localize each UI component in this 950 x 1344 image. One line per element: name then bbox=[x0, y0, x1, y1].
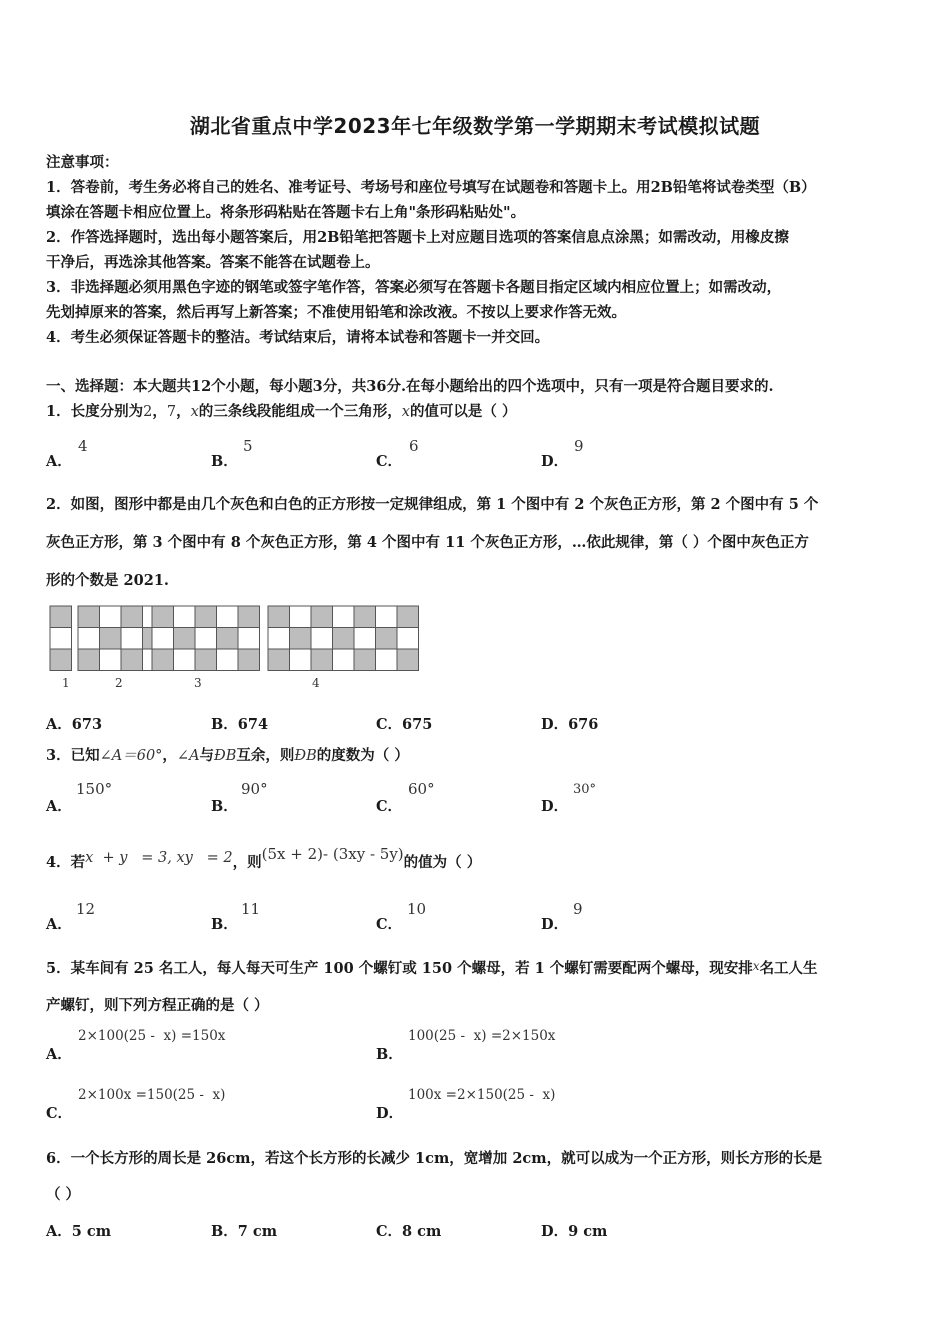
gray-square bbox=[121, 606, 143, 628]
q3-option-c-value: 60° bbox=[408, 780, 435, 798]
question-2-stem-line: 2．如图，图形中都是由几个灰色和白色的正方形按一定规律组成，第 1 个图中有 2 个灰色正方形，第 2 个图中有 5 个 bbox=[46, 496, 819, 513]
q4-option-d-label: D． bbox=[541, 916, 569, 933]
q2-option-b: B．674 bbox=[211, 716, 269, 733]
gray-square bbox=[354, 606, 376, 628]
q2-option-a: A．673 bbox=[46, 716, 103, 733]
white-square bbox=[152, 628, 174, 650]
question-5-stem-line: 5．某车间有 25 名工人，每人每天可生产 100 个螺钉或 150 个螺母，若 1 个螺钉需要配两个螺母，现安排$^x$名工人生 bbox=[46, 959, 818, 977]
notice-line: 2．作答选择题时，选出每小题答案后，用2B铅笔把答题卡上对应题目选项的答案信息点涂黑；如需改动，用橡皮擦 bbox=[46, 229, 789, 246]
gray-square bbox=[238, 606, 260, 628]
figure-label-2: 2 bbox=[115, 676, 123, 690]
gray-square bbox=[121, 649, 143, 671]
q4-option-a-value: 12 bbox=[76, 900, 96, 918]
question-2-stem-line: 灰色正方形，第 3 个图中有 8 个灰色正方形，第 4 个图中有 11 个灰色正方形，…依此规律，第（ ）个图中灰色正方 bbox=[46, 534, 809, 551]
gray-square bbox=[78, 606, 100, 628]
gray-square bbox=[397, 606, 419, 628]
q6-option-d: D．9 cm bbox=[541, 1223, 608, 1240]
gray-square bbox=[50, 649, 72, 671]
q3-option-c-label: C． bbox=[376, 798, 403, 815]
q2-pattern-figure bbox=[44, 602, 434, 694]
figure-label-4: 4 bbox=[312, 676, 320, 690]
question-6-stem-line: （ ） bbox=[46, 1186, 81, 1203]
question-3-stem: 3．已知∠A＝60°，∠A与ÐB互余，则ÐB的度数为（ ） bbox=[46, 747, 409, 764]
white-square bbox=[311, 628, 333, 650]
white-square bbox=[290, 649, 312, 671]
white-square bbox=[174, 649, 196, 671]
q2-option-c: C．675 bbox=[376, 716, 433, 733]
q6-option-a: A．5 cm bbox=[46, 1223, 112, 1240]
q1-option-a-label: A． bbox=[46, 453, 72, 470]
white-square bbox=[290, 606, 312, 628]
notice-line: 1．答卷前，考生务必将自己的姓名、准考证号、考场号和座位号填写在试题卷和答题卡上。用2B铅笔将试卷类型（B） bbox=[46, 179, 816, 196]
q3-option-d-label: D． bbox=[541, 798, 569, 815]
question-6-stem-line: 6．一个长方形的周长是 26cm，若这个长方形的长减少 1cm，宽增加 2cm，就可以成为一个正方形，则长方形的长是 bbox=[46, 1150, 823, 1167]
gray-square bbox=[376, 628, 398, 650]
notice-line: 3．非选择题必须用黑色字迹的钢笔或签字笔作答，答案必须写在答题卡各题目指定区域内相应位置上；如需改动， bbox=[46, 279, 782, 296]
gray-square bbox=[397, 649, 419, 671]
q5-option-c-label: C． bbox=[46, 1105, 73, 1122]
pattern-figure-4 bbox=[268, 606, 419, 671]
white-square bbox=[238, 628, 260, 650]
notice-line: 4．考生必须保证答题卡的整洁。考试结束后，请将本试卷和答题卡一并交回。 bbox=[46, 329, 550, 346]
q5-option-b-label: B． bbox=[376, 1046, 403, 1063]
q1-option-c-label: C． bbox=[376, 453, 403, 470]
white-square bbox=[397, 628, 419, 650]
white-square bbox=[100, 606, 122, 628]
white-square bbox=[376, 606, 398, 628]
section-heading: 一、选择题：本大题共12个小题，每小题3分，共36分.在每小题给出的四个选项中，只有一项是符合题目要求的. bbox=[46, 378, 774, 395]
white-square bbox=[333, 649, 355, 671]
q5-option-a-label: A． bbox=[46, 1046, 72, 1063]
q4-option-b-value: 11 bbox=[241, 900, 261, 918]
q1-option-b-value: 5 bbox=[243, 437, 253, 455]
q3-option-b-value: 90° bbox=[241, 780, 268, 798]
gray-square bbox=[268, 649, 290, 671]
gray-square bbox=[195, 606, 217, 628]
question-1-stem: 1．长度分别为2，7，x的三条线段能组成一个三角形，x的值可以是（ ） bbox=[46, 403, 517, 420]
q2-option-d: D．676 bbox=[541, 716, 599, 733]
figure-label-3: 3 bbox=[194, 676, 202, 690]
q3-option-d-value: 30° bbox=[573, 782, 597, 797]
white-square bbox=[217, 649, 239, 671]
gray-square bbox=[152, 649, 174, 671]
white-square bbox=[376, 649, 398, 671]
pattern-figure-1 bbox=[50, 606, 72, 671]
q5-option-d-equation: 100x =2×150(25 - x) bbox=[408, 1087, 556, 1103]
gray-square bbox=[311, 649, 333, 671]
gray-square bbox=[50, 606, 72, 628]
white-square bbox=[121, 628, 143, 650]
white-square bbox=[217, 606, 239, 628]
gray-square bbox=[290, 628, 312, 650]
gray-square bbox=[354, 649, 376, 671]
exam-title: 湖北省重点中学2023年七年级数学第一学期期末考试模拟试题 bbox=[189, 114, 761, 138]
pattern-figure-3 bbox=[152, 606, 260, 671]
notice-line: 填涂在答题卡相应位置上。将条形码粘贴在答题卡右上角"条形码粘贴处"。 bbox=[46, 204, 526, 221]
q4-option-c-value: 10 bbox=[407, 900, 427, 918]
gray-square bbox=[100, 628, 122, 650]
gray-square bbox=[217, 628, 239, 650]
gray-square bbox=[195, 649, 217, 671]
question-2-stem-line: 形的个数是 2021. bbox=[46, 572, 169, 589]
white-square bbox=[78, 628, 100, 650]
notice-heading: 注意事项： bbox=[46, 154, 119, 171]
q6-option-b: B．7 cm bbox=[211, 1223, 278, 1240]
q4-option-d-value: 9 bbox=[573, 900, 583, 918]
q5-option-b-equation: 100(25 - x) =2×150x bbox=[408, 1028, 556, 1044]
figure-label-1: 1 bbox=[62, 676, 70, 690]
gray-square bbox=[174, 628, 196, 650]
gray-square bbox=[152, 606, 174, 628]
pattern-figure-2 bbox=[78, 606, 164, 671]
q5-option-c-equation: 2×100x =150(25 - x) bbox=[78, 1087, 226, 1103]
q4-option-b-label: B． bbox=[211, 916, 238, 933]
white-square bbox=[195, 628, 217, 650]
q1-option-d-label: D． bbox=[541, 453, 569, 470]
q1-option-a-value: 4 bbox=[78, 437, 88, 455]
white-square bbox=[100, 649, 122, 671]
gray-square bbox=[311, 606, 333, 628]
notice-line: 先划掉原来的答案，然后再写上新答案；不准使用铅笔和涂改液。不按以上要求作答无效。 bbox=[46, 304, 626, 321]
gray-square bbox=[78, 649, 100, 671]
q4-option-a-label: A． bbox=[46, 916, 72, 933]
q3-option-a-value: 150° bbox=[76, 780, 113, 798]
q1-option-b-label: B． bbox=[211, 453, 238, 470]
gray-square bbox=[238, 649, 260, 671]
white-square bbox=[174, 606, 196, 628]
q3-option-b-label: B． bbox=[211, 798, 238, 815]
white-square bbox=[354, 628, 376, 650]
q1-option-c-value: 6 bbox=[409, 437, 419, 455]
notice-line: 干净后，再选涂其他答案。答案不能答在试题卷上。 bbox=[46, 254, 380, 271]
gray-square bbox=[333, 628, 355, 650]
q1-option-d-value: 9 bbox=[574, 437, 584, 455]
white-square bbox=[50, 628, 72, 650]
question-4-stem: 4．若x + y = 3, xy = 2，则(5x + 2)- (3xy - 5y)的值为（ ） bbox=[46, 845, 482, 871]
q3-option-a-label: A． bbox=[46, 798, 72, 815]
q4-option-c-label: C． bbox=[376, 916, 403, 933]
q5-option-d-label: D． bbox=[376, 1105, 404, 1122]
white-square bbox=[333, 606, 355, 628]
pattern-svg bbox=[44, 602, 434, 677]
q6-option-c: C．8 cm bbox=[376, 1223, 442, 1240]
gray-square bbox=[268, 606, 290, 628]
q5-option-a-equation: 2×100(25 - x) =150x bbox=[78, 1028, 226, 1044]
question-5-stem-line: 产螺钉，则下列方程正确的是（ ） bbox=[46, 997, 269, 1014]
white-square bbox=[268, 628, 290, 650]
